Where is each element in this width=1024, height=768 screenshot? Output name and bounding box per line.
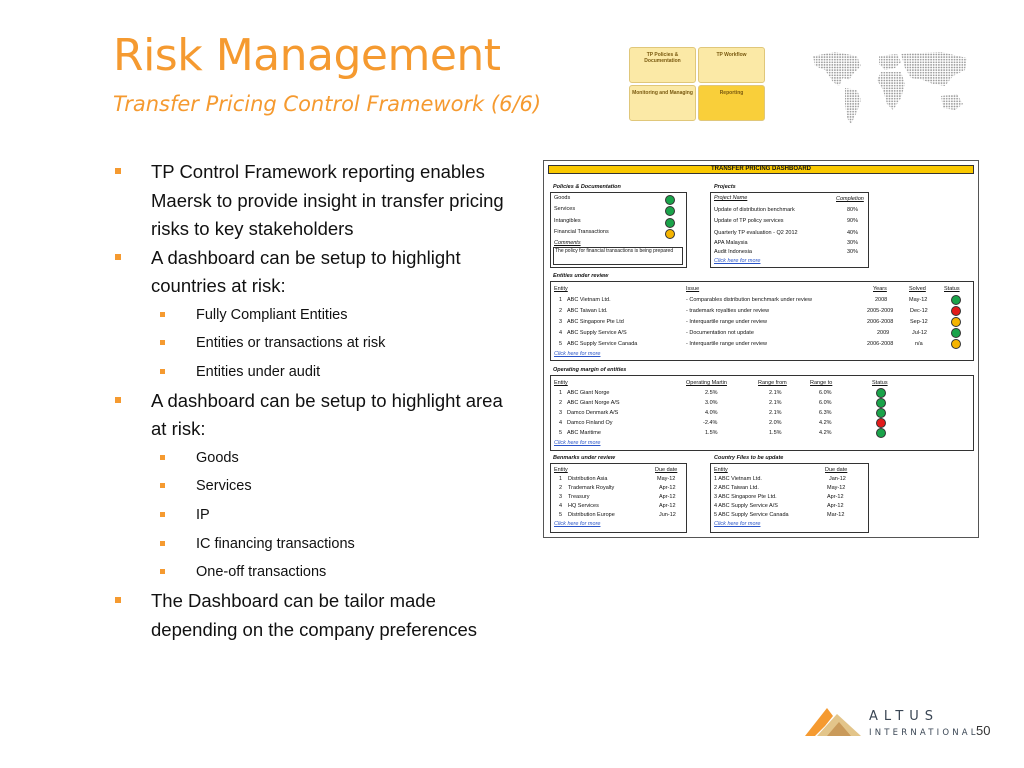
benchmarks-header-due: Due date — [655, 467, 678, 473]
bullet-marker — [160, 312, 165, 317]
margin-header-margin: Operating Martin — [686, 380, 727, 386]
project-completion: 40% — [847, 230, 859, 236]
country-file-due: Mar-12 — [827, 512, 845, 518]
dashboard-title: TRANSFER PRICING DASHBOARD — [548, 165, 974, 174]
world-map-icon — [805, 48, 977, 128]
bullet-marker — [160, 541, 165, 546]
margin-from: 2.1% — [769, 400, 782, 406]
entity-issue: - Interquartile range under review — [686, 341, 768, 347]
entities-header-entity: Entity — [554, 286, 568, 292]
row-number: 1 — [559, 297, 563, 303]
entities-header-solved: Solved — [909, 286, 926, 292]
bullet-marker — [160, 369, 165, 374]
country-file-entity: 1 ABC Vietnam Ltd. — [714, 476, 762, 482]
thumb-box-workflow: TP Workflow — [698, 47, 765, 83]
margin-to: 6.0% — [819, 390, 832, 396]
margin-more-link[interactable]: Click here for more — [554, 440, 601, 446]
margin-value: 3.0% — [705, 400, 718, 406]
entity-solved: Sep-12 — [910, 319, 928, 325]
margin-from: 2.0% — [769, 420, 782, 426]
bullet-text: Fully Compliant Entities — [196, 306, 348, 323]
row-number: 4 — [559, 330, 563, 336]
entity-years: 2006-2008 — [867, 341, 894, 347]
entity-name: ABC Singapore Pte Ltd — [567, 319, 624, 325]
entities-more-link[interactable]: Click here for more — [554, 351, 601, 357]
bullet-marker — [160, 455, 165, 460]
project-completion: 30% — [847, 249, 859, 255]
country-file-due: Jan-12 — [829, 476, 846, 482]
bullet-text: A dashboard can be setup to highlight countries at risk: — [151, 246, 461, 296]
bullet-marker — [115, 168, 121, 174]
thumb-box-reporting: Reporting — [698, 85, 765, 121]
bullet-text: A dashboard can be setup to highlight area at risk: — [151, 389, 503, 440]
benchmark-entity: Distribution Europe — [568, 512, 615, 518]
margin-to: 4.2% — [819, 420, 832, 426]
bullet-text: TP Control Framework reporting enables Maersk to provide insight in transfer pricing risks to key stakeholders — [151, 161, 504, 239]
row-number: 2 — [559, 400, 563, 406]
benchmark-entity: HQ Services — [568, 503, 599, 509]
policy-label: Goods — [554, 195, 571, 201]
sub-bullet-item — [113, 358, 513, 387]
slide-title: Risk Management — [113, 30, 501, 81]
status-light-icon — [951, 306, 961, 316]
margin-to: 6.3% — [819, 410, 832, 416]
benchmark-due: May-12 — [657, 476, 676, 482]
policy-label: Services — [554, 206, 576, 212]
benchmark-due: Jun-12 — [659, 512, 676, 518]
project-name: Audit Indonesia — [714, 249, 752, 255]
logo-text-altus: ALTUS — [869, 709, 940, 724]
altus-logo — [803, 706, 979, 740]
benchmarks-header-entity: Entity — [554, 467, 568, 473]
bullet-item — [113, 244, 513, 301]
page-number: 50 — [976, 723, 991, 738]
bullet-text: Entities under audit — [196, 363, 321, 380]
entity-years: 2006-2008 — [867, 319, 894, 325]
row-number: 1 — [559, 476, 563, 482]
entity-name: ABC Vietnam Ltd. — [567, 297, 611, 303]
country-file-entity: 4 ABC Supply Service A/S — [714, 503, 778, 509]
benchmark-due: Apr-12 — [659, 485, 676, 491]
status-light-icon — [876, 398, 886, 408]
status-light-icon — [665, 229, 675, 239]
status-light-icon — [665, 218, 675, 228]
country-files-header-due: Due date — [825, 467, 848, 473]
bullet-list — [113, 158, 513, 644]
benchmarks-title: Benmarks under review — [553, 455, 616, 461]
country-files-panel — [710, 463, 869, 533]
project-completion: 90% — [847, 218, 859, 224]
bullet-marker — [160, 483, 165, 488]
margin-from: 2.1% — [769, 410, 782, 416]
row-number: 4 — [559, 503, 563, 509]
margin-header-from: Range from — [758, 380, 787, 386]
entities-header-years: Years — [873, 286, 887, 292]
entity-issue: - Interquartile range under review — [686, 319, 768, 325]
bullet-marker — [160, 512, 165, 517]
margin-value: 2.5% — [705, 390, 718, 396]
entity-years: 2009 — [877, 330, 890, 336]
country-file-entity: 5 ABC Supply Service Canada — [714, 512, 789, 518]
row-number: 5 — [559, 430, 563, 436]
benchmark-entity: Treasury — [568, 494, 590, 500]
projects-header-name: Project Name — [714, 195, 748, 201]
bullet-item — [113, 158, 513, 244]
margin-entity: Damco Denmark A/S — [567, 410, 619, 416]
status-light-icon — [876, 408, 886, 418]
bullet-item — [113, 587, 513, 644]
bullet-text: IC financing transactions — [196, 535, 355, 552]
margin-from: 1.5% — [769, 430, 782, 436]
projects-more-link[interactable]: Click here for more — [714, 258, 761, 264]
margin-value: 4.0% — [705, 410, 718, 416]
margin-entity: Damco Finland Oy — [567, 420, 613, 426]
bullet-text: Services — [196, 478, 252, 495]
tp-dashboard — [543, 160, 979, 538]
margin-from: 2.1% — [769, 390, 782, 396]
logo-text-international: INTERNATIONAL — [869, 728, 979, 738]
project-name: APA Malaysia — [714, 240, 748, 246]
bullet-text: One-off transactions — [196, 564, 327, 581]
status-light-icon — [665, 195, 675, 205]
entity-years: 2008 — [875, 297, 888, 303]
project-name: Update of distribution benchmark — [714, 207, 795, 213]
policies-panel — [550, 192, 687, 268]
sub-bullet-item — [113, 558, 513, 587]
entity-name: ABC Supply Service A/S — [567, 330, 627, 336]
bullet-text: IP — [196, 507, 210, 524]
bullet-marker — [115, 397, 121, 403]
row-number: 3 — [559, 410, 563, 416]
status-light-icon — [951, 339, 961, 349]
entity-years: 2005-2009 — [867, 308, 894, 314]
slide-subtitle: Transfer Pricing Control Framework (6/6) — [113, 92, 542, 116]
country-files-header-entity: Entity — [714, 467, 728, 473]
entity-name: ABC Supply Service Canada — [567, 341, 638, 347]
benchmark-due: Apr-12 — [659, 503, 676, 509]
entity-solved: n/a — [915, 341, 923, 347]
entities-header-status: Status — [944, 286, 960, 292]
country-file-due: Apr-12 — [827, 494, 844, 500]
margin-header-entity: Entity — [554, 380, 568, 386]
row-number: 4 — [559, 420, 563, 426]
framework-thumbnail — [629, 47, 765, 123]
entities-panel — [550, 281, 974, 361]
margin-header-status: Status — [872, 380, 888, 386]
entity-issue: - trademark royalties under review — [686, 308, 770, 314]
bullet-item — [113, 387, 513, 444]
projects-panel — [710, 192, 869, 268]
sub-bullet-item — [113, 472, 513, 501]
status-light-icon — [876, 428, 886, 438]
sub-bullet-item — [113, 501, 513, 530]
status-light-icon — [951, 295, 961, 305]
entity-name: ABC Taiwan Ltd. — [567, 308, 608, 314]
status-light-icon — [951, 317, 961, 327]
row-number: 1 — [559, 390, 563, 396]
margin-entity: ABC Giant Norge — [567, 390, 610, 396]
margin-panel — [550, 375, 974, 451]
policy-label: Intangibles — [554, 218, 581, 224]
margin-header-to: Range to — [810, 380, 833, 386]
country-file-due: Apr-12 — [827, 503, 844, 509]
country-file-entity: 3 ABC Singapore Pte Ltd. — [714, 494, 777, 500]
project-name: Update of TP policy services — [714, 218, 784, 224]
entity-solved: Dec-12 — [910, 308, 928, 314]
bullet-text: The Dashboard can be tailor made depending on the company preferences — [151, 590, 478, 640]
benchmarks-panel — [550, 463, 687, 533]
sub-bullet-item — [113, 329, 513, 358]
benchmarks-more-link[interactable]: Click here for more — [554, 521, 601, 527]
status-light-icon — [951, 328, 961, 338]
thumb-box-policies: TP Policies & Documentation — [629, 47, 696, 83]
status-light-icon — [876, 388, 886, 398]
comments-label: Comments — [554, 240, 581, 246]
entity-issue: - Documentation not update — [686, 330, 754, 336]
margin-entity: ABC Maritime — [567, 430, 601, 436]
thumb-box-monitoring: Monitoring and Managing — [629, 85, 696, 121]
bullet-marker — [160, 569, 165, 574]
status-light-icon — [876, 418, 886, 428]
bullet-marker — [160, 340, 165, 345]
row-number: 3 — [559, 494, 563, 500]
status-light-icon — [665, 206, 675, 216]
sub-bullet-item — [113, 444, 513, 473]
entity-issue: - Comparables distribution benchmark under review — [686, 297, 812, 303]
row-number: 3 — [559, 319, 563, 325]
bullet-text: Entities or transactions at risk — [196, 335, 386, 352]
country-file-entity: 2 ABC Taiwan Ltd. — [714, 485, 759, 491]
row-number: 2 — [559, 485, 563, 491]
entities-title: Entities under review — [553, 273, 609, 279]
margin-entity: ABC Giant Norge A/S — [567, 400, 620, 406]
benchmark-entity: Trademark Royalty — [568, 485, 615, 491]
benchmark-entity: Distribution Asia — [568, 476, 608, 482]
margin-value: -2.4% — [703, 420, 718, 426]
policies-title: Policies & Documentation — [553, 184, 621, 190]
margin-to: 6.0% — [819, 400, 832, 406]
entity-solved: Jul-12 — [912, 330, 927, 336]
bullet-marker — [115, 597, 121, 603]
project-completion: 30% — [847, 240, 859, 246]
project-completion: 80% — [847, 207, 859, 213]
margin-to: 4.2% — [819, 430, 832, 436]
row-number: 2 — [559, 308, 563, 314]
benchmark-due: Apr-12 — [659, 494, 676, 500]
bullet-marker — [115, 254, 121, 260]
margin-title: Operating margin of entities — [553, 367, 627, 373]
comment-text: The policy for financial transactions is being prepared — [553, 247, 683, 265]
sub-bullet-item — [113, 301, 513, 330]
country-files-title: Country Files to be update — [714, 455, 784, 461]
bullet-text: Goods — [196, 449, 239, 466]
country-files-more-link[interactable]: Click here for more — [714, 521, 761, 527]
projects-header-completion: Completion — [836, 196, 864, 202]
project-name: Quarterly TP evaluation - Q2 2012 — [714, 230, 798, 236]
row-number: 5 — [559, 341, 563, 347]
policy-label: Financial Transactions — [554, 229, 609, 235]
projects-title: Projects — [714, 184, 736, 190]
sub-bullet-item — [113, 530, 513, 559]
country-file-due: May-12 — [827, 485, 846, 491]
entities-header-issue: Issue — [686, 286, 700, 292]
margin-value: 1.5% — [705, 430, 718, 436]
entity-solved: May-12 — [909, 297, 928, 303]
altus-mountain-icon — [803, 706, 863, 738]
row-number: 5 — [559, 512, 563, 518]
